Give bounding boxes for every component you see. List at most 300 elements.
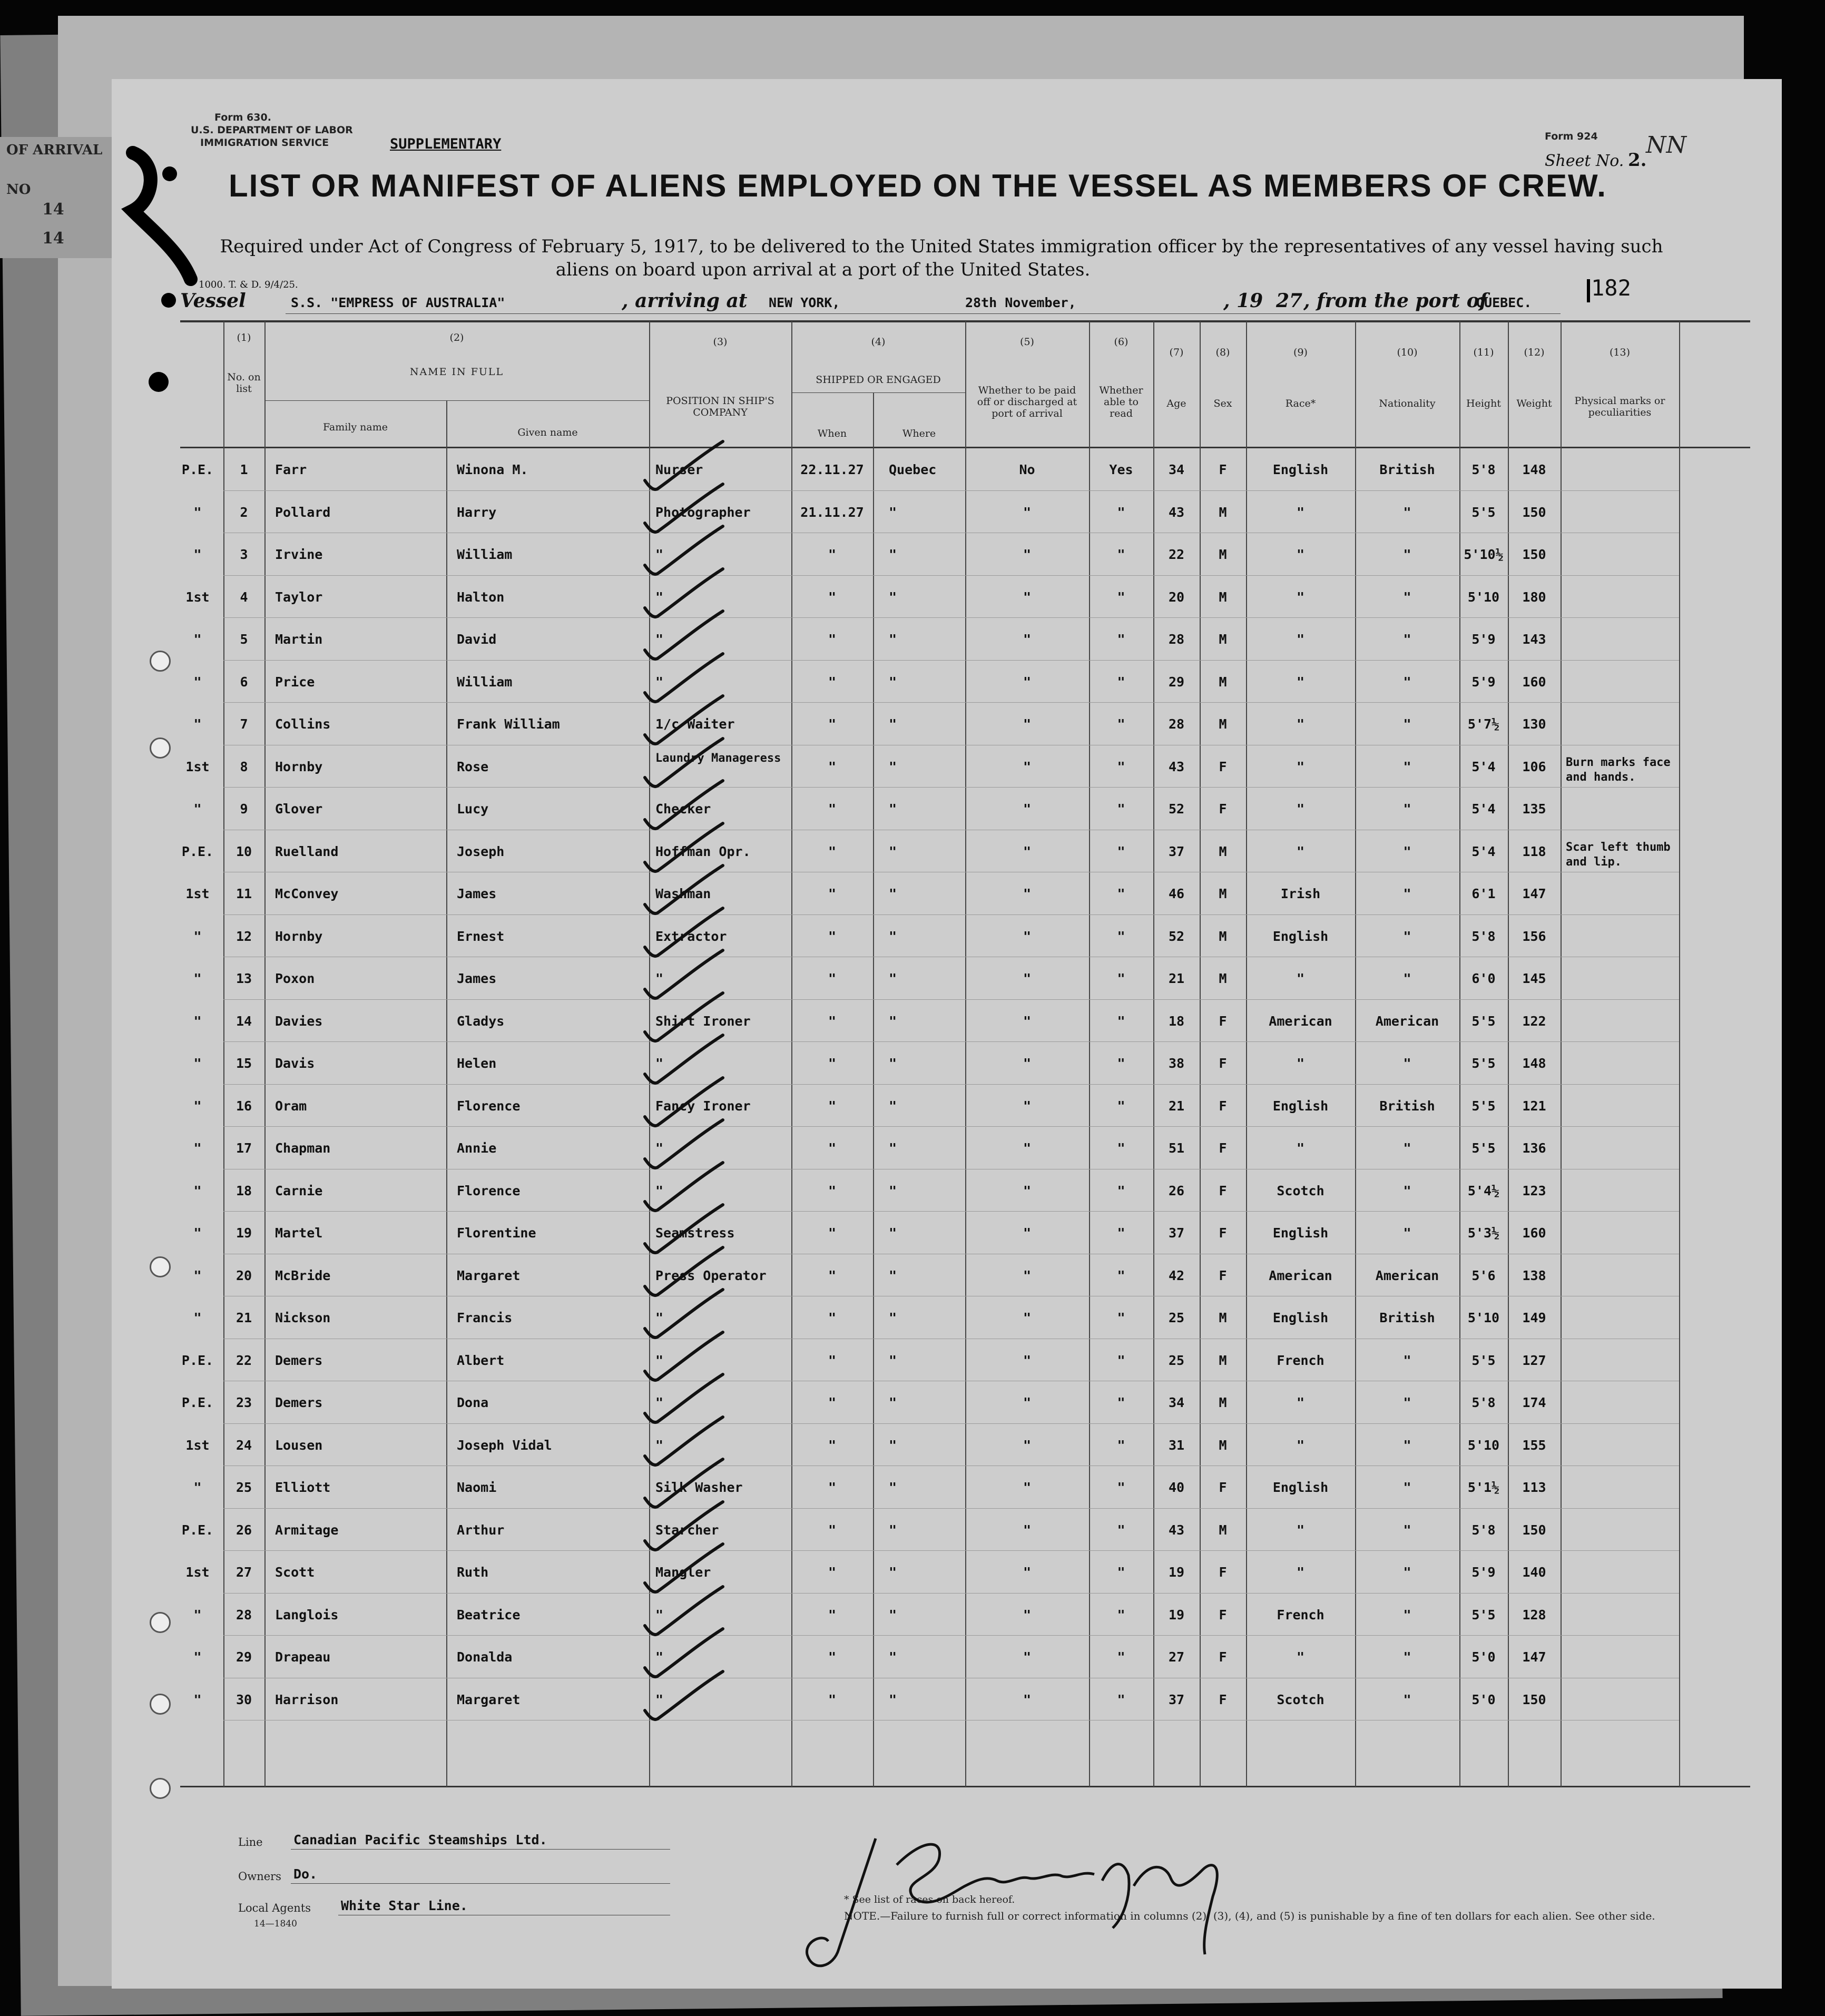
cell-nat: ": [1403, 1692, 1411, 1707]
cell-age: 40: [1168, 1480, 1185, 1495]
cell-position: ": [655, 1056, 664, 1071]
sheet-number: 2.: [1628, 150, 1647, 171]
cell-weight: 121: [1522, 1098, 1546, 1114]
cell-position: Silk Washer: [655, 1480, 743, 1495]
cell-cls: ": [193, 1268, 202, 1283]
cell-no: 30: [236, 1692, 252, 1707]
cell-age: 42: [1168, 1268, 1185, 1283]
row-rule: [223, 1550, 1679, 1551]
cell-when: ": [828, 1014, 837, 1029]
cell-sex: F: [1219, 1140, 1227, 1156]
cell-nat: ": [1403, 801, 1411, 817]
tab-text-2: NO: [6, 182, 31, 198]
cell-nat: ": [1403, 1395, 1411, 1410]
cell-race: ": [1296, 589, 1305, 605]
cell-weight: 113: [1522, 1480, 1546, 1495]
cell-family: Scott: [275, 1565, 315, 1580]
cell-read: ": [1117, 1098, 1125, 1114]
cell-weight: 160: [1522, 1225, 1546, 1241]
cell-age: 19: [1168, 1565, 1185, 1580]
row-rule: [223, 1126, 1679, 1127]
cell-when: ": [828, 886, 837, 901]
cell-position: ": [655, 1310, 664, 1325]
cell-no: 19: [236, 1225, 252, 1241]
cell-given: Florence: [457, 1183, 521, 1198]
cell-family: Collins: [275, 716, 331, 732]
cell-family: Farr: [275, 462, 307, 477]
tab-text-1: OF ARRIVAL: [6, 142, 103, 158]
cell-no: 29: [236, 1649, 252, 1665]
cell-age: 22: [1168, 547, 1185, 562]
owners-value: Do.: [293, 1866, 318, 1882]
cell-paid: ": [1023, 1692, 1032, 1707]
col6-header: Whether able to read: [1099, 385, 1143, 419]
cell-where: ": [889, 1480, 897, 1495]
cell-family: Armitage: [275, 1522, 339, 1538]
races-note: * See list of races on back hereof.: [844, 1894, 1015, 1905]
cell-given: Lucy: [457, 801, 489, 817]
cell-family: Irvine: [275, 547, 323, 562]
cell-read: ": [1117, 886, 1125, 901]
owners-label: Owners: [238, 1870, 281, 1883]
cell-nat: ": [1403, 1649, 1411, 1665]
cell-age: 43: [1168, 759, 1185, 774]
col7-number: (7): [1169, 347, 1184, 358]
cell-nat: ": [1403, 1565, 1411, 1580]
cell-nat: ": [1403, 929, 1411, 944]
cell-age: 38: [1168, 1056, 1185, 1071]
cell-height: 5'8: [1471, 462, 1496, 477]
col-rule: [1679, 321, 1680, 1787]
cell-paid: ": [1023, 1353, 1032, 1368]
cell-given: Margaret: [457, 1268, 521, 1283]
cell-cls: ": [193, 1692, 202, 1707]
cell-position: ": [655, 971, 664, 986]
cell-race: Irish: [1280, 886, 1321, 901]
row-rule: [223, 1041, 1679, 1042]
cell-read: ": [1117, 1225, 1125, 1241]
punch-hole: [150, 651, 171, 672]
cell-no: 23: [236, 1395, 252, 1410]
page-number: 182: [1591, 275, 1631, 301]
cell-paid: ": [1023, 1014, 1032, 1029]
cell-sex: F: [1219, 1183, 1227, 1198]
cell-weight: 106: [1522, 759, 1546, 774]
cell-position: Starcher: [655, 1522, 719, 1538]
row-rule: [223, 787, 1679, 788]
col-rule: [264, 321, 266, 1787]
cell-no: 3: [240, 547, 248, 562]
cell-family: Harrison: [275, 1692, 339, 1707]
cell-no: 5: [240, 632, 248, 647]
cell-where: ": [889, 1310, 897, 1325]
row-rule: [223, 1508, 1679, 1509]
cell-read: ": [1117, 1480, 1125, 1495]
cell-age: 25: [1168, 1353, 1185, 1368]
cell-where: ": [889, 1183, 897, 1198]
cell-given: Albert: [457, 1353, 505, 1368]
cell-weight: 150: [1522, 547, 1546, 562]
cell-height: 5'5: [1471, 1056, 1496, 1071]
cell-height: 5'5: [1471, 1014, 1496, 1029]
cell-position: Checker: [655, 801, 711, 817]
cell-nat: American: [1375, 1268, 1439, 1283]
cell-read: ": [1117, 1649, 1125, 1665]
name-subheader-rule: [264, 400, 649, 401]
shipped-subheader-rule: [791, 392, 965, 393]
cell-sex: M: [1219, 1522, 1227, 1538]
year-label: , 19: [1223, 290, 1263, 312]
cell-weight: 122: [1522, 1014, 1546, 1029]
cell-family: Davis: [275, 1056, 315, 1071]
cell-nat: British: [1379, 1310, 1435, 1325]
cell-paid: ": [1023, 1480, 1032, 1495]
cell-read: ": [1117, 759, 1125, 774]
cell-given: David: [457, 632, 497, 647]
cell-weight: 118: [1522, 844, 1546, 859]
cell-nat: ": [1403, 1438, 1411, 1453]
cell-height: 5'4: [1471, 759, 1496, 774]
cell-cls: ": [193, 1480, 202, 1495]
cell-weight: 180: [1522, 589, 1546, 605]
cell-nat: ": [1403, 505, 1411, 520]
cell-race: English: [1272, 1480, 1329, 1495]
tab-text-3: 14: [42, 200, 64, 219]
cell-age: 19: [1168, 1607, 1185, 1622]
cell-no: 10: [236, 844, 252, 859]
cell-paid: ": [1023, 632, 1032, 647]
cell-family: Price: [275, 674, 315, 690]
cell-where: ": [889, 886, 897, 901]
cell-cls: P.E.: [181, 1395, 214, 1410]
cell-paid: ": [1023, 759, 1032, 774]
cell-when: ": [828, 1140, 837, 1156]
punch-hole: [150, 1256, 171, 1277]
cell-family: Chapman: [275, 1140, 331, 1156]
punch-hole-dark: [149, 372, 169, 392]
cell-race: ": [1296, 1522, 1305, 1538]
cell-height: 5'9: [1471, 674, 1496, 690]
cell-sex: M: [1219, 1310, 1227, 1325]
col1-header: No. on list: [227, 371, 261, 395]
cell-paid: ": [1023, 1565, 1032, 1580]
cell-sex: M: [1219, 844, 1227, 859]
cell-given: Frank William: [457, 716, 560, 732]
col-rule: [1561, 321, 1562, 1787]
cell-nat: ": [1403, 1353, 1411, 1368]
cell-position: ": [655, 1607, 664, 1622]
cell-read: ": [1117, 1140, 1125, 1156]
cell-weight: 150: [1522, 505, 1546, 520]
stamp-mark: [1587, 279, 1590, 302]
form-number-left: Form 630.: [214, 112, 271, 123]
cell-when: ": [828, 929, 837, 944]
cell-family: Elliott: [275, 1480, 331, 1495]
cell-position: ": [655, 1649, 664, 1665]
cell-age: 37: [1168, 1225, 1185, 1241]
cell-given: Joseph: [457, 844, 505, 859]
punch-hole: [150, 1694, 171, 1715]
cell-sex: M: [1219, 1395, 1227, 1410]
cell-height: 5'5: [1471, 1140, 1496, 1156]
cell-position: ": [655, 674, 664, 690]
cell-where: ": [889, 1522, 897, 1538]
vessel-label: Vessel: [180, 290, 246, 312]
col4b-header: Where: [902, 428, 936, 439]
cell-cls: ": [193, 1140, 202, 1156]
cell-height: 5'8: [1471, 1522, 1496, 1538]
cell-height: 5'0: [1471, 1649, 1496, 1665]
row-rule: [223, 575, 1679, 576]
cell-where: ": [889, 971, 897, 986]
department-label: U.S. DEPARTMENT OF LABOR: [191, 124, 353, 136]
cell-race: English: [1272, 462, 1329, 477]
col-rule: [446, 400, 447, 1787]
cell-when: 22.11.27: [800, 462, 864, 477]
cell-cls: ": [193, 674, 202, 690]
cell-cls: 1st: [185, 759, 210, 774]
cell-read: ": [1117, 1607, 1125, 1622]
cell-family: Lousen: [275, 1438, 323, 1453]
row-rule: [223, 1423, 1679, 1424]
cell-nat: American: [1375, 1014, 1439, 1029]
cell-cls: ": [193, 1225, 202, 1241]
cell-age: 21: [1168, 971, 1185, 986]
cell-paid: ": [1023, 674, 1032, 690]
cell-weight: 160: [1522, 674, 1546, 690]
cell-when: ": [828, 589, 837, 605]
cell-no: 22: [236, 1353, 252, 1368]
cell-when: ": [828, 1692, 837, 1707]
cell-no: 28: [236, 1607, 252, 1622]
cell-age: 37: [1168, 1692, 1185, 1707]
cell-given: Harry: [457, 505, 497, 520]
cell-weight: 147: [1522, 1649, 1546, 1665]
col9-header: Race*: [1285, 398, 1316, 409]
footer-rule: [291, 1883, 670, 1884]
cell-read: ": [1117, 1183, 1125, 1198]
cell-no: 26: [236, 1522, 252, 1538]
cell-cls: ": [193, 1183, 202, 1198]
row-rule: [223, 490, 1679, 491]
cell-cls: ": [193, 801, 202, 817]
cell-family: Ruelland: [275, 844, 339, 859]
cell-cls: P.E.: [181, 844, 214, 859]
cell-read: ": [1117, 1395, 1125, 1410]
cell-read: ": [1117, 589, 1125, 605]
cell-when: ": [828, 1310, 837, 1325]
cell-weight: 143: [1522, 632, 1546, 647]
cell-position: Seamstress: [655, 1225, 735, 1241]
cell-cls: ": [193, 547, 202, 562]
cell-position: ": [655, 547, 664, 562]
cell-when: ": [828, 1607, 837, 1622]
cell-where: ": [889, 716, 897, 732]
cell-where: ": [889, 1649, 897, 1665]
cell-paid: ": [1023, 1183, 1032, 1198]
cell-position: ": [655, 589, 664, 605]
cell-when: ": [828, 1183, 837, 1198]
col10-header: Nationality: [1379, 398, 1436, 409]
cell-weight: 145: [1522, 971, 1546, 986]
cell-sex: M: [1219, 929, 1227, 944]
cell-nat: ": [1403, 1225, 1411, 1241]
cell-given: Gladys: [457, 1014, 505, 1029]
cell-no: 25: [236, 1480, 252, 1495]
cell-height: 5'4½: [1467, 1183, 1500, 1198]
cell-where: ": [889, 844, 897, 859]
cell-cls: ": [193, 1607, 202, 1622]
cell-cls: ": [193, 971, 202, 986]
cell-nat: ": [1403, 1480, 1411, 1495]
cell-paid: ": [1023, 1649, 1032, 1665]
col12-header: Weight: [1516, 398, 1552, 409]
col5-header: Whether to be paid off or discharged at port of arrival: [977, 385, 1077, 419]
cell-given: James: [457, 886, 497, 901]
agents-label: Local Agents: [238, 1902, 311, 1914]
cell-given: Donalda: [457, 1649, 513, 1665]
cell-where: ": [889, 674, 897, 690]
cell-where: ": [889, 1353, 897, 1368]
cell-where: ": [889, 1098, 897, 1114]
cell-when: ": [828, 971, 837, 986]
cell-race: American: [1269, 1014, 1332, 1029]
cell-paid: ": [1023, 929, 1032, 944]
cell-no: 17: [236, 1140, 252, 1156]
col4a-header: When: [817, 428, 847, 439]
subtitle-line-2: aliens on board upon arrival at a port of the United States.: [555, 259, 1091, 280]
cell-paid: ": [1023, 801, 1032, 817]
cell-sex: M: [1219, 505, 1227, 520]
cell-nat: ": [1403, 1056, 1411, 1071]
col11-header: Height: [1466, 398, 1501, 409]
footer-rule: [291, 1849, 670, 1850]
cell-age: 29: [1168, 674, 1185, 690]
cell-height: 5'10: [1467, 589, 1500, 605]
cell-where: ": [889, 1438, 897, 1453]
cell-read: ": [1117, 674, 1125, 690]
cell-family: Martin: [275, 632, 323, 647]
cell-sex: M: [1219, 716, 1227, 732]
form-number-right: Form 924: [1545, 131, 1598, 142]
cell-position: Photographer: [655, 505, 751, 520]
cell-nat: ": [1403, 886, 1411, 901]
cell-race: English: [1272, 1098, 1329, 1114]
cell-nat: ": [1403, 632, 1411, 647]
cell-where: ": [889, 1140, 897, 1156]
cell-given: Beatrice: [457, 1607, 521, 1622]
cell-when: ": [828, 1353, 837, 1368]
col3-header: POSITION IN SHIP'S COMPANY: [666, 395, 774, 418]
cell-no: 14: [236, 1014, 252, 1029]
cell-family: Langlois: [275, 1607, 339, 1622]
cell-sex: F: [1219, 1692, 1227, 1707]
cell-given: Helen: [457, 1056, 497, 1071]
cell-sex: F: [1219, 462, 1227, 477]
cell-position: ": [655, 1395, 664, 1410]
row-rule: [223, 617, 1679, 618]
cell-race: ": [1296, 1438, 1305, 1453]
cell-age: 28: [1168, 632, 1185, 647]
cell-cls: ": [193, 1056, 202, 1071]
check-mark-icon: [639, 1668, 728, 1726]
cell-age: 25: [1168, 1310, 1185, 1325]
cell-height: 5'8: [1471, 929, 1496, 944]
cell-cls: ": [193, 632, 202, 647]
cell-read: ": [1117, 1056, 1125, 1071]
cell-height: 6'1: [1471, 886, 1496, 901]
cell-cls: ": [193, 716, 202, 732]
cell-when: ": [828, 1098, 837, 1114]
col2-number: (2): [449, 332, 464, 343]
cell-race: ": [1296, 1565, 1305, 1580]
arrival-port: NEW YORK,: [769, 295, 840, 310]
arriving-label: , arriving at: [622, 290, 748, 312]
cell-when: ": [828, 844, 837, 859]
cell-given: Annie: [457, 1140, 497, 1156]
cell-read: ": [1117, 971, 1125, 986]
cell-weight: 127: [1522, 1353, 1546, 1368]
inspector-signature: [786, 1828, 1271, 1986]
cell-where: Quebec: [889, 462, 937, 477]
col2b-header: Given name: [517, 427, 578, 438]
cell-height: 5'4: [1471, 844, 1496, 859]
cell-where: ": [889, 1268, 897, 1283]
cell-sex: F: [1219, 1098, 1227, 1114]
cell-height: 5'1½: [1467, 1480, 1500, 1495]
cell-age: 28: [1168, 716, 1185, 732]
departure-port: QUEBEC.: [1476, 295, 1532, 310]
cell-weight: 123: [1522, 1183, 1546, 1198]
cell-when: ": [828, 1649, 837, 1665]
row-rule: [223, 1084, 1679, 1085]
cell-sex: M: [1219, 632, 1227, 647]
cell-race: ": [1296, 971, 1305, 986]
cell-cls: ": [193, 1098, 202, 1114]
cell-race: American: [1269, 1268, 1332, 1283]
cell-no: 16: [236, 1098, 252, 1114]
sheet-label: Sheet No.: [1545, 152, 1624, 170]
cell-nat: ": [1403, 674, 1411, 690]
cell-where: ": [889, 1056, 897, 1071]
cell-sex: M: [1219, 1353, 1227, 1368]
cell-paid: ": [1023, 844, 1032, 859]
cell-weight: 136: [1522, 1140, 1546, 1156]
cell-read: ": [1117, 1268, 1125, 1283]
cell-read: ": [1117, 1014, 1125, 1029]
cell-read: ": [1117, 547, 1125, 562]
cell-family: Demers: [275, 1353, 323, 1368]
row-rule: [223, 1211, 1679, 1212]
cell-position: Washman: [655, 886, 711, 901]
cell-position: ": [655, 1353, 664, 1368]
cell-race: ": [1296, 801, 1305, 817]
cell-read: ": [1117, 1310, 1125, 1325]
cell-cls: 1st: [185, 589, 210, 605]
cell-nat: ": [1403, 1183, 1411, 1198]
cell-position: ": [655, 632, 664, 647]
cell-where: ": [889, 547, 897, 562]
cell-family: Martel: [275, 1225, 323, 1241]
cell-paid: ": [1023, 1140, 1032, 1156]
cell-weight: 156: [1522, 929, 1546, 944]
cell-sex: M: [1219, 547, 1227, 562]
cell-weight: 138: [1522, 1268, 1546, 1283]
cell-race: Scotch: [1277, 1183, 1324, 1198]
cell-weight: 149: [1522, 1310, 1546, 1325]
cell-when: ": [828, 1565, 837, 1580]
cell-given: Florence: [457, 1098, 521, 1114]
